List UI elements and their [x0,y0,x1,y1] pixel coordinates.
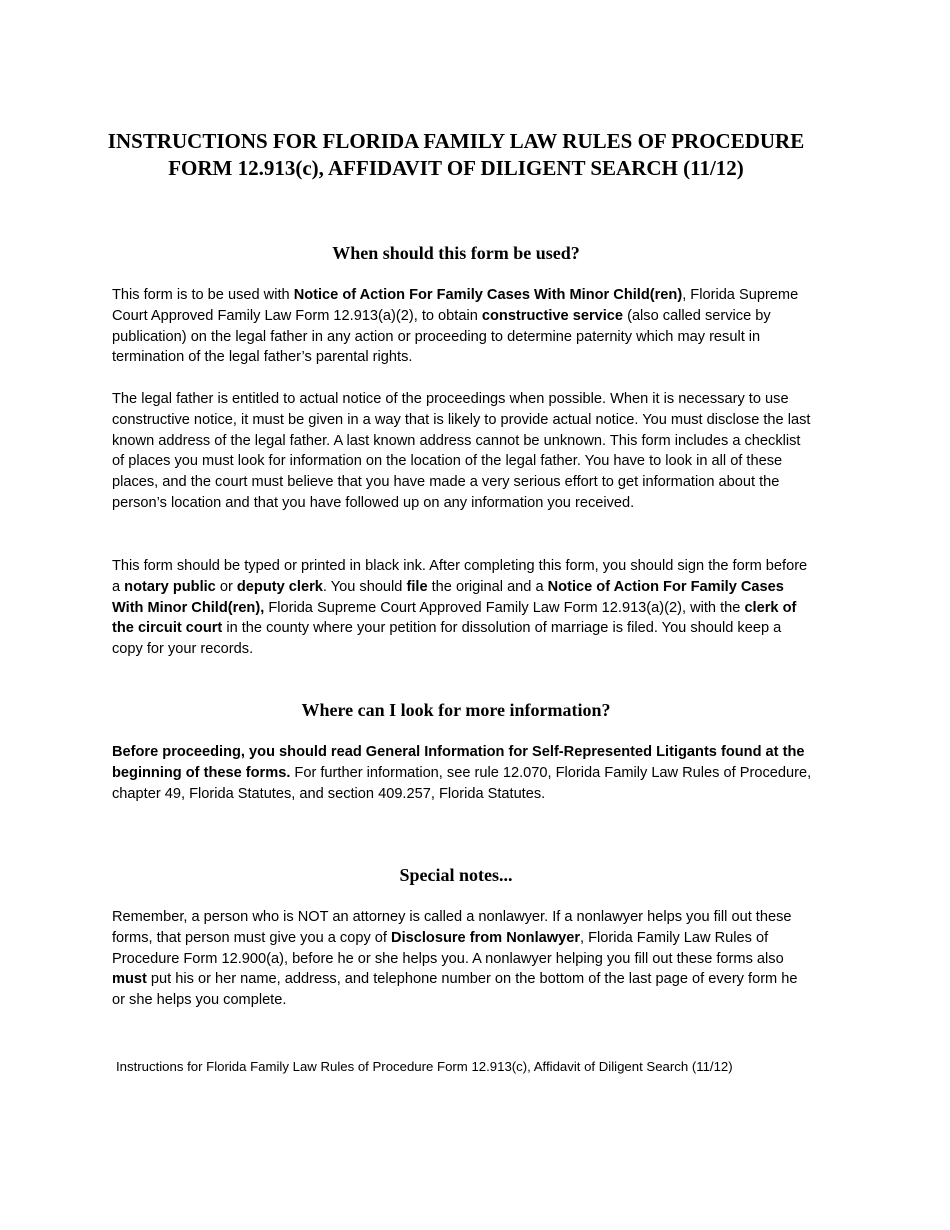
page-title [100,128,812,182]
bold-text: Notice of Action For Family Cases With Minor Child(ren), [112,578,784,616]
paragraph-when-1 [112,285,812,368]
text: (also called service by publication) on the legal father in any action or proceeding to determine paternity which may result in termination of the legal father’s parental rights. [112,307,771,366]
title-line-1: INSTRUCTIONS FOR FLORIDA FAMILY LAW RULES OF PROCEDURE [107,129,805,153]
title-line-2: FORM 12.913(c), AFFIDAVIT OF DILIGENT SEARCH (11/12) [168,156,744,180]
bold-text: clerk of the circuit court [112,599,797,637]
paragraph-when-3 [112,556,812,660]
text: Remember, a person who is NOT an attorney is called a nonlawyer. If a nonlawyer helps you fill out these forms, that person must give you a copy of [112,909,792,946]
paragraph-when-2: The legal father is entitled to actual notice of the proceedings when possible. When it is necessary to use constructive notice, it must be given in a way that is likely to provide actual notice. You must disclose the last known address of the legal father. A last known address cannot be unknown. This form includes a checklist of places you must look for information on the location of the legal father. You have to look in all of these places, and the court must believe that you have made a very serious effort to get information about the person’s location and that you have followed up on any information you received. [112,391,811,511]
text: the original and a [427,578,548,595]
text: in the county where your petition for dissolution of marriage is filed. You should keep a copy for your records. [112,620,782,658]
heading-more-information: Where can I look for more information? [301,700,611,720]
text: This form is to be used with [112,287,294,303]
paragraph-info-1 [112,742,812,804]
text: For further information, see rule 12.070, Florida Family Law Rules of Procedure, chapter 49, Florida Statutes, and section 409.257, Florida Statutes. [112,764,812,802]
bold-text: Disclosure from Nonlawyer [391,929,581,946]
bold-text: constructive service [481,307,624,324]
bold-text: file [406,578,428,595]
heading-when-used: When should this form be used? [332,243,580,263]
page-footer: Instructions for Florida Family Law Rules of Procedure Form 12.913(c), Affidavit of Diligent Search (11/12) [116,1059,733,1074]
bold-text: notary public [124,578,216,595]
text: . You should [322,578,407,595]
text: or [215,578,237,595]
heading-special-notes: Special notes... [399,865,513,885]
text: This form should be typed or printed in black ink. After completing this form, you should sign the form before a [112,558,808,595]
bold-text: deputy clerk [236,578,323,595]
text: Florida Supreme Court Approved Family Law Form 12.913(a)(2), with the [264,599,745,616]
text: put his or her name, address, and telephone number on the bottom of the last page of every form he or she helps you complete. [112,971,798,1009]
paragraph-notes-1 [112,907,812,1011]
text: , Florida Family Law Rules of Procedure Form 12.900(a), before he or she helps you. A nonlawyer helping you fill out these forms also [112,929,784,967]
bold-text: Before proceeding, you should read General Information for Self-Represented Litigants found at the beginning of these forms. [112,744,805,781]
bold-text: must [112,971,147,988]
text: , Florida Supreme Court Approved Family Law Form 12.913(a)(2), to obtain [112,287,799,324]
bold-text: Notice of Action For Family Cases With Minor Child(ren) [293,287,683,303]
